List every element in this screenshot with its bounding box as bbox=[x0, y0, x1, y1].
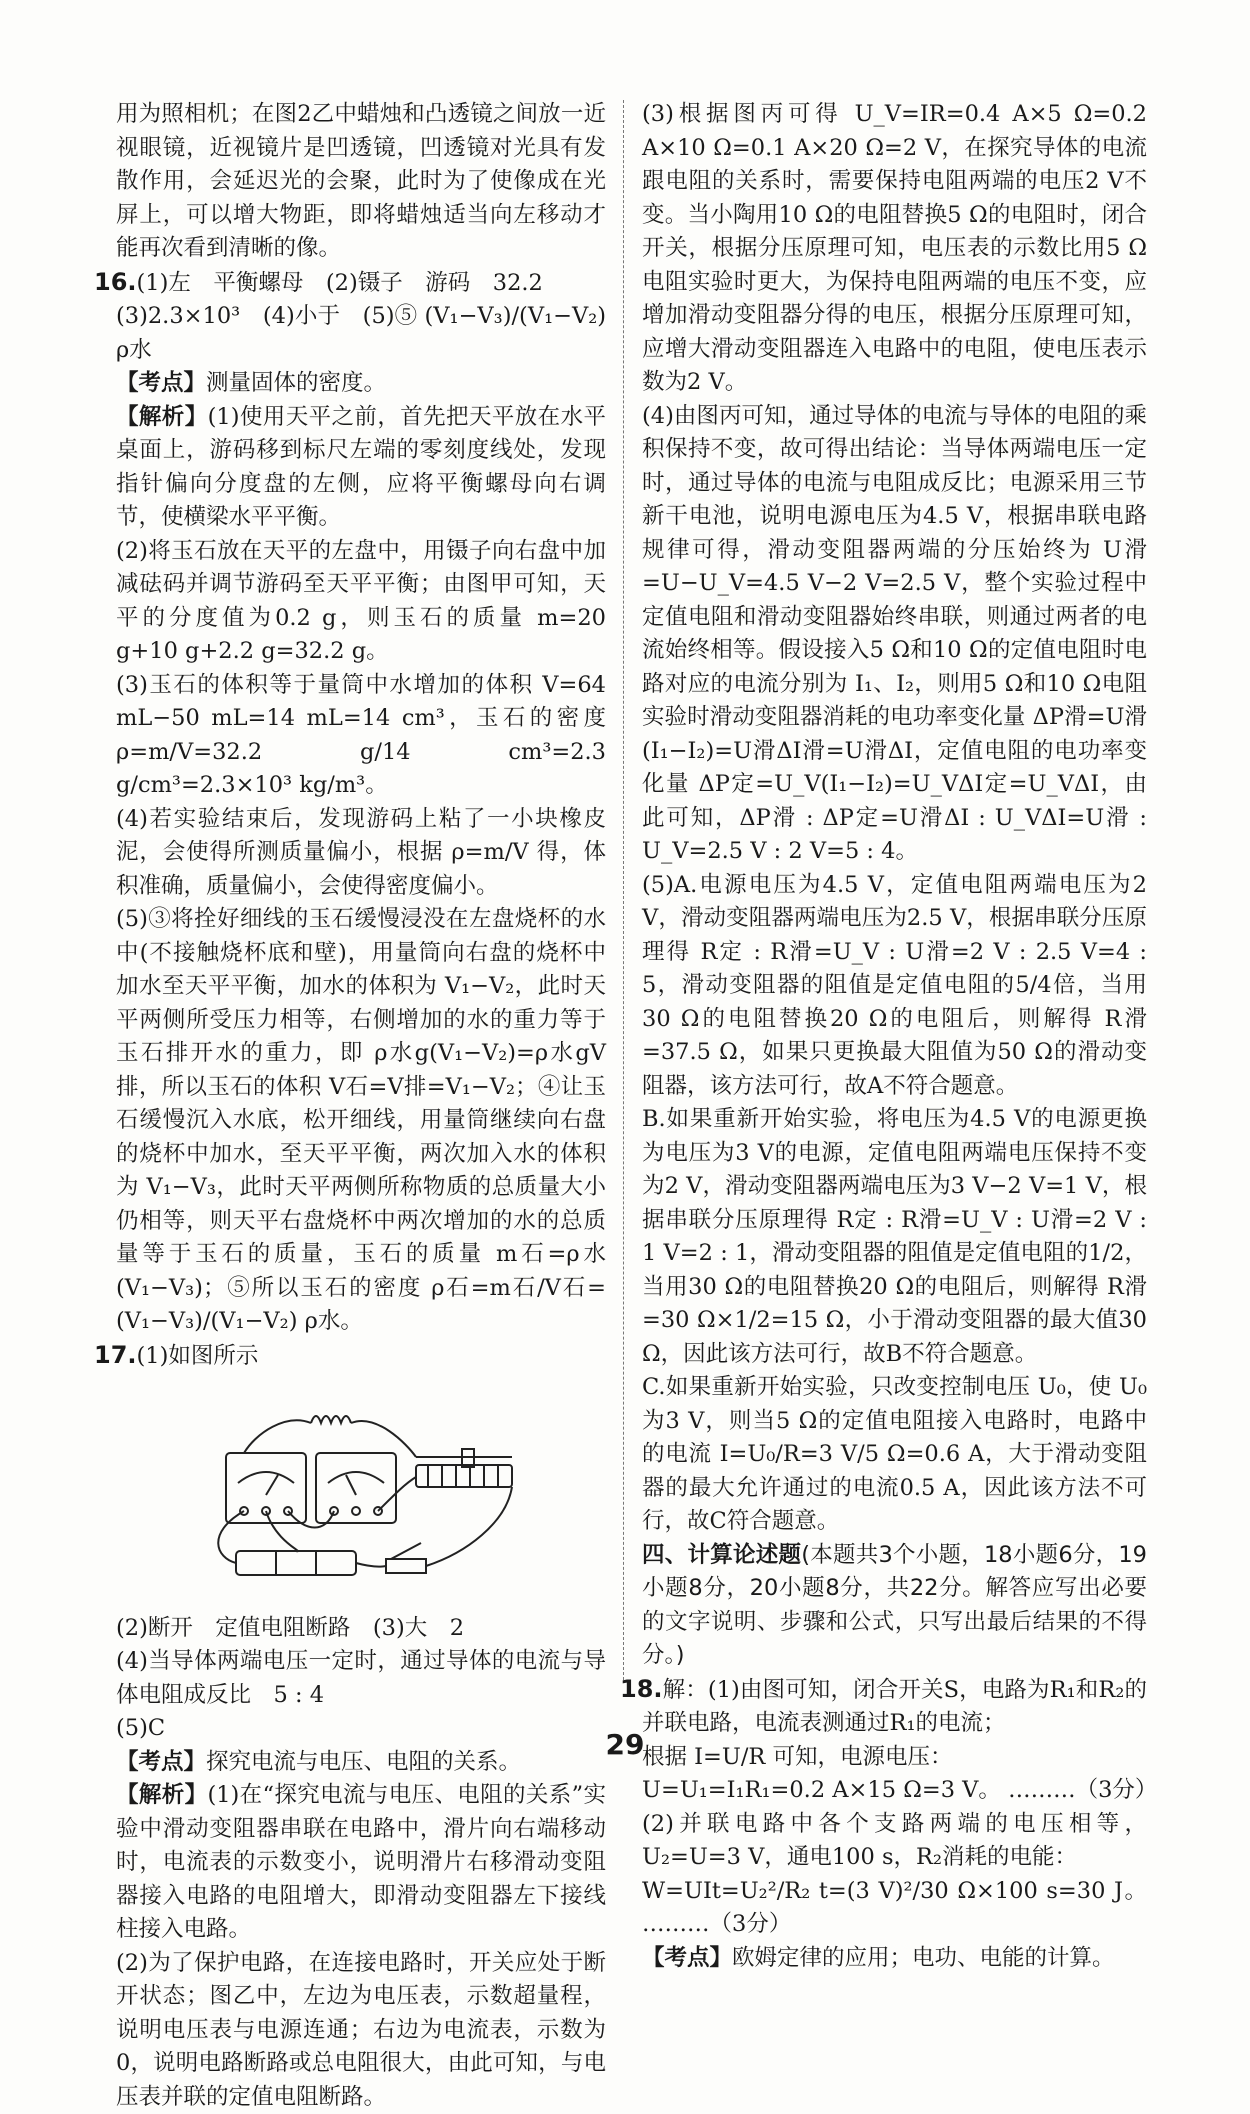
q18-line1: 18.解：(1)由图可知，闭合开关S，电路为R₁和R₂的并联电路，电流表测通过R₁的电流； bbox=[642, 1673, 1147, 1741]
right-column bbox=[642, 98, 1147, 1975]
q16-number: 16. bbox=[94, 268, 137, 296]
ammeter bbox=[316, 1453, 396, 1523]
q18-kaodian: 【考点】欧姆定律的应用；电功、电能的计算。 bbox=[642, 1942, 1147, 1976]
q16-jiexi-5: (5)③将拴好细线的玉石缓慢浸没在左盘烧杯的水中(不接触烧杯底和壁)，用量筒向右盘的烧杯中加水至天平平衡，加水的体积为 V₁−V₂，此时天平两侧所受压力相等，右侧增加的水的重力等于玉石排开水的重力，即 ρ水g(V₁−V₂)=ρ水gV排，所以玉石的体积 V石=V排=V₁−V₂；④让玉石缓慢沉入水底，松开细线，用量筒继续向右盘的烧杯中加水，至天平平衡，两次加入水的体积为 V₁−V₃，此时天平两侧所称物质的总质量大小仍相等，则天平右盘烧杯中两次增加的水的总质量等于玉石的质量，玉石的质量 m石=ρ水(V₁−V₃)；⑤所以玉石的密度 ρ石=m石/V石=(V₁−V₃)/(V₁−V₂) ρ水。 bbox=[116, 903, 606, 1339]
q18-line4: (2)并联电路中各个支路两端的电压相等，U₂=U=3 V，通电100 s，R₂消耗的电能： bbox=[642, 1808, 1147, 1875]
q17-answer-line3: (4)当导体两端电压一定时，通过导体的电流与导体电阻成反比 5 : 4 bbox=[116, 1645, 606, 1712]
q18-line3: U=U₁=I₁R₁=0.2 A×15 Ω=3 V。 ………（3分） bbox=[642, 1774, 1147, 1808]
q17-kaodian: 【考点】探究电流与电压、电阻的关系。 bbox=[116, 1746, 606, 1780]
q17-jiexi-5a: (5)A.电源电压为4.5 V，定值电阻两端电压为2 V，滑动变阻器两端电压为2.5 V，根据串联分压原理得 R定 : R滑=U_V : U滑=2 V : 2.5 V=4 : 5，滑动变阻器的阻值是定值电阻的5/4倍，当用30 Ω的电阻替换20 Ω的电阻后，则解得 R滑=37.5 Ω，如果只更换最大阻值为50 Ω的滑动变阻器，该方法可行，故A不符合题意。 bbox=[642, 869, 1147, 1104]
q17-jiexi-3: (3)根据图丙可得 U_V=IR=0.4 A×5 Ω=0.2 A×10 Ω=0.1 A×20 Ω=2 V，在探究导体的电流跟电阻的关系时，需要保持电阻两端的电压2 V不变。当小陶用10 Ω的电阻替换5 Ω的电阻时，闭合开关，根据分压原理可知，电压表的示数比用5 Ω电阻实验时更大，为保持电阻两端的电压不变，应增加滑动变阻器分得的电压，根据分压原理可知，应增大滑动变阻器连入电路中的电阻，使电压表示数为2 V。 bbox=[642, 98, 1147, 400]
q16-jiexi-3: (3)玉石的体积等于量筒中水增加的体积 V=64 mL−50 mL=14 mL=14 cm³，玉石的密度 ρ=m/V=32.2 g/14 cm³=2.3 g/cm³=2.3×10³ kg/m³。 bbox=[116, 669, 606, 803]
circuit-diagram bbox=[206, 1383, 526, 1593]
q17-jiexi-5b: B.如果重新开始实验，将电压为4.5 V的电源更换为电压为3 V的电源，定值电阻两端电压保持不变为2 V，滑动变阻器两端电压为3 V−2 V=1 V，根据串联分压原理得 R定 : R滑=U_V : U滑=2 V : 1 V=2 : 1，滑动变阻器的阻值是定值电阻的1/2，当用30 Ω的电阻替换20 Ω的电阻后，则解得 R滑=30 Ω×1/2=15 Ω，小于滑动变阻器的最大值30 Ω，因此该方法可行，故B不符合题意。 bbox=[642, 1103, 1147, 1371]
q17-number: 17. bbox=[94, 1341, 137, 1369]
q17-answer-line4: (5)C bbox=[116, 1712, 606, 1746]
resistor-coil bbox=[311, 1416, 351, 1423]
q18-number: 18. bbox=[620, 1675, 663, 1703]
battery bbox=[236, 1551, 356, 1575]
q18-line5: W=UIt=U₂²/R₂ t=(3 V)²/30 Ω×100 s=30 J。 ………（3分） bbox=[642, 1875, 1147, 1942]
q17-jiexi-5c: C.如果重新开始实验，只改变控制电压 U₀，使 U₀ 为3 V，则当5 Ω的定值电阻接入电路时，电路中的电流 I=U₀/R=3 V/5 Ω=0.6 A，大于滑动变阻器的最大允许通过的电流0.5 A，因此该方法不可行，故C符合题意。 bbox=[642, 1371, 1147, 1539]
q16-answer-line1: 16.(1)左 平衡螺母 (2)镊子 游码 32.2 bbox=[116, 266, 606, 301]
switch bbox=[386, 1559, 426, 1573]
column-divider bbox=[623, 100, 624, 1680]
q16-jiexi-4: (4)若实验结束后，发现游码上粘了一小块橡皮泥，会使得所测质量偏小，根据 ρ=m/V 得，体积准确，质量偏小，会使得密度偏小。 bbox=[116, 803, 606, 904]
q17-answer-line2: (2)断开 定值电阻断路 (3)大 2 bbox=[116, 1612, 606, 1646]
q17-jiexi-1: 【解析】(1)在“探究电流与电压、电阻的关系”实验中滑动变阻器串联在电路中，滑片向右端移动时，电流表的示数变小，说明滑片右移滑动变阻器接入电路的电阻增大，即滑动变阻器左下接线柱接入电路。 bbox=[116, 1779, 606, 1947]
q16-jiexi-2: (2)将玉石放在天平的左盘中，用镊子向右盘中加减砝码并调节游码至天平平衡；由图甲可知，天平的分度值为0.2 g，则玉石的质量 m=20 g+10 g+2.2 g=32.2 g。 bbox=[116, 535, 606, 669]
intro-paragraph: 用为照相机；在图2乙中蜡烛和凸透镜之间放一近视眼镜，近视镜片是凹透镜，凹透镜对光具有发散作用，会延迟光的会聚，此时为了使像成在光屏上，可以增大物距，即将蜡烛适当向左移动才能再次看到清晰的像。 bbox=[116, 98, 606, 266]
q17-jiexi-2: (2)为了保护电路，在连接电路时，开关应处于断开状态；图乙中，左边为电压表，示数超量程，说明电压表与电源连通；右边为电流表，示数为0，说明电路断路或总电阻很大，由此可知，与电压表并联的定值电阻断路。 bbox=[116, 1947, 606, 2114]
q18-line2: 根据 I=U/R 可知，电源电压： bbox=[642, 1741, 1147, 1775]
section-4-heading: 四、计算论述题(本题共3个小题，18小题6分，19小题8分，20小题8分，共22分。解答应写出必要的文字说明、步骤和公式，只写出最后结果的不得分。) bbox=[642, 1539, 1147, 1673]
q16-jiexi-1: 【解析】(1)使用天平之前，首先把天平放在水平桌面上，游码移到标尺左端的零刻度线处，发现指针偏向分度盘的左侧，应将平衡螺母向右调节，使横梁水平平衡。 bbox=[116, 401, 606, 535]
page-number: 29 bbox=[0, 1728, 1250, 1761]
q16-answer-line2: (3)2.3×10³ (4)小于 (5)⑤ (V₁−V₃)/(V₁−V₂) ρ水 bbox=[116, 300, 606, 367]
q17-answer-line1: 17.(1)如图所示 bbox=[116, 1339, 606, 1374]
left-column bbox=[116, 98, 606, 2114]
q17-jiexi-4: (4)由图丙可知，通过导体的电流与导体的电阻的乘积保持不变，故可得出结论：当导体两端电压一定时，通过导体的电流与电阻成反比；电源采用三节新干电池，说明电源电压为4.5 V，根据串联电路规律可得，滑动变阻器两端的分压始终为 U滑=U−U_V=4.5 V−2 V=2.5 V，整个实验过程中定值电阻和滑动变阻器始终串联，则通过两者的电流始终相等。假设接入5 Ω和10 Ω的定值电阻时电路对应的电流分别为 I₁、I₂，则用5 Ω和10 Ω电阻实验时滑动变阻器消耗的电功率变化量 ΔP滑=U滑(I₁−I₂)=U滑ΔI滑=U滑ΔI，定值电阻的电功率变化量 ΔP定=U_V(I₁−I₂)=U_VΔI定=U_VΔI，由此可知，ΔP滑 : ΔP定=U滑ΔI : U_VΔI=U滑 : U_V=2.5 V : 2 V=5 : 4。 bbox=[642, 400, 1147, 869]
q16-kaodian: 【考点】测量固体的密度。 bbox=[116, 367, 606, 401]
